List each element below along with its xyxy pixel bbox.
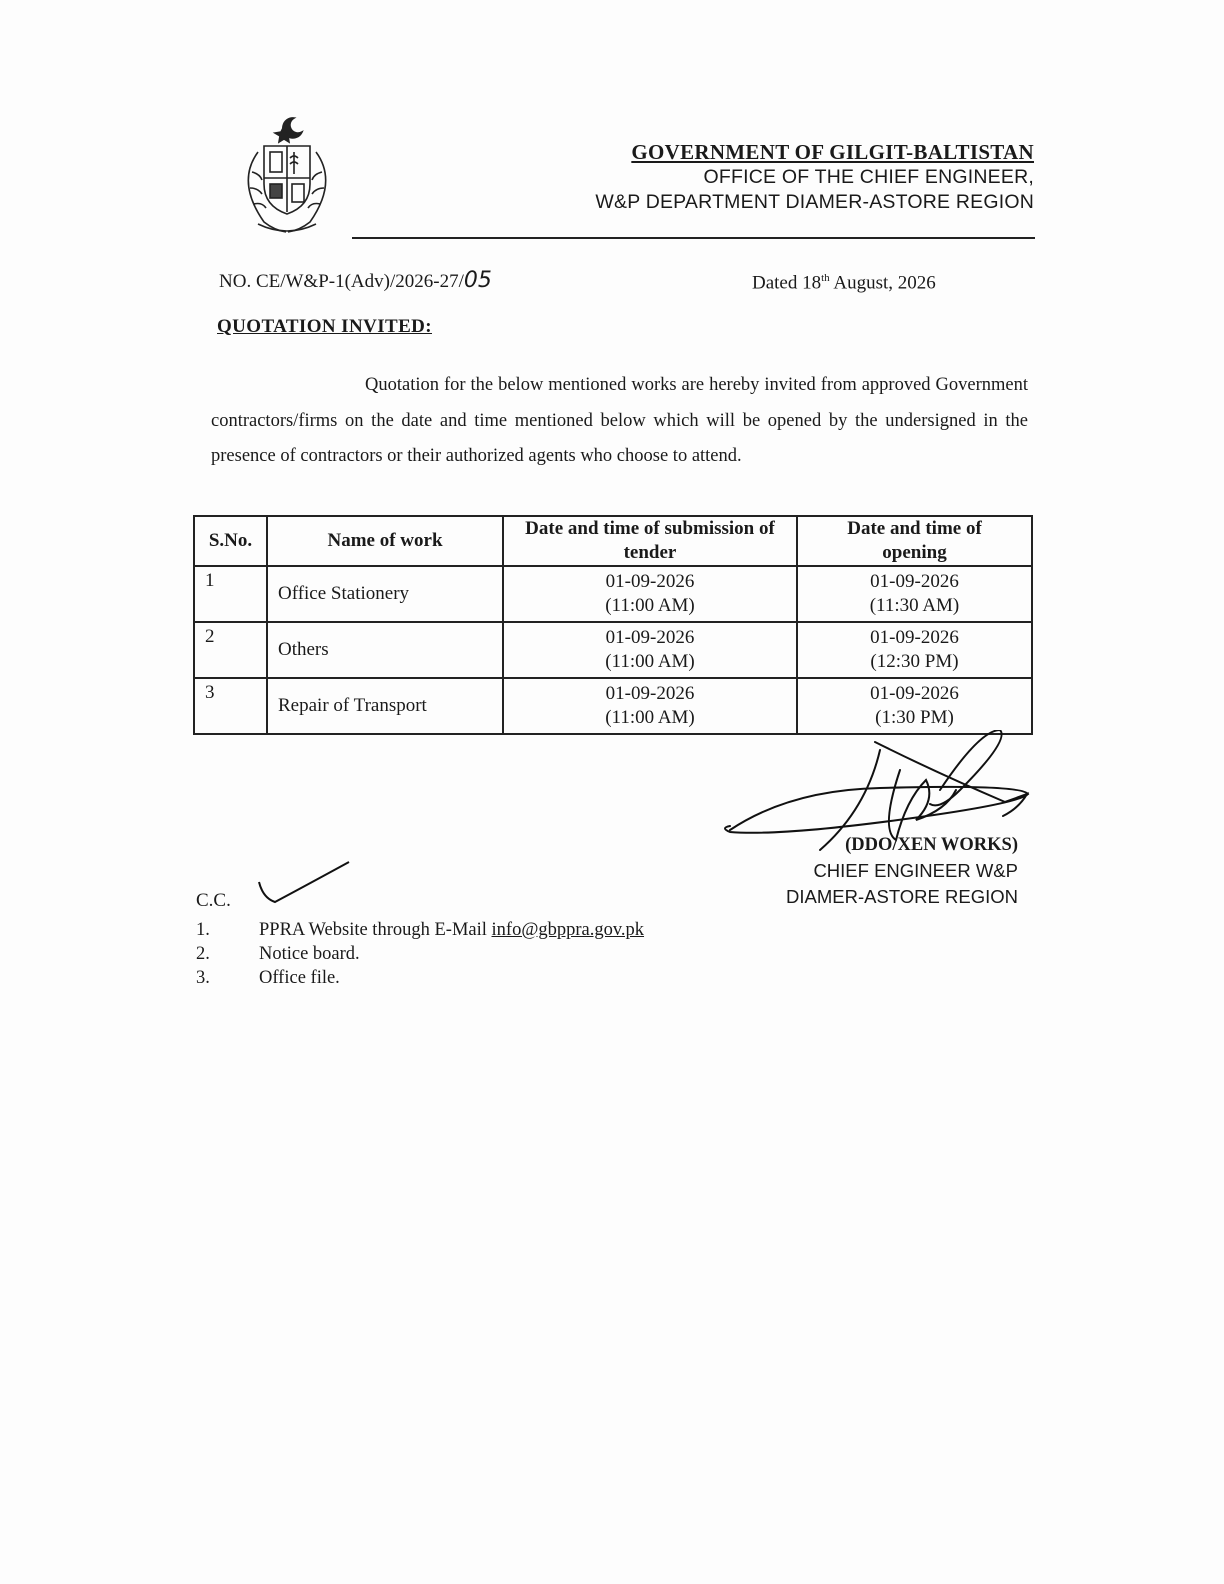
tender-table — [193, 515, 1033, 735]
cell-work: Repair of Transport — [267, 678, 503, 734]
cell-submission — [503, 678, 797, 734]
table-row — [194, 678, 1032, 734]
list-item — [196, 966, 644, 990]
opening-time: (11:30 AM) — [869, 595, 960, 616]
opening-date: 01-09-2026 — [870, 683, 959, 704]
cell-submission — [503, 566, 797, 622]
list-item — [196, 942, 644, 966]
submission-time: (11:00 AM) — [605, 651, 695, 672]
submission-date: 01-09-2026 — [605, 571, 695, 592]
submission-time: (11:00 AM) — [605, 595, 695, 616]
government-emblem-icon — [228, 112, 346, 240]
cc-item-text — [259, 918, 644, 942]
signatory-block — [752, 832, 1018, 910]
letterhead-government: GOVERNMENT OF GILGIT-BALTISTAN — [631, 140, 1034, 164]
cell-opening — [797, 622, 1032, 678]
header-sno: S.No. — [194, 516, 267, 566]
letter-date-suffix: August, 2026 — [829, 272, 936, 294]
cc-item-text: Office file. — [259, 968, 340, 988]
reference-number-text: NO. CE/W&P-1(Adv)/2026-27/ — [219, 271, 464, 292]
opening-time: (1:30 PM) — [875, 707, 954, 728]
cc-item-number: 1. — [196, 920, 210, 940]
cc-item-label: PPRA Website through E-Mail — [259, 920, 492, 940]
signatory-region: DIAMER-ASTORE REGION — [786, 886, 1018, 907]
cc-label: C.C. — [196, 890, 231, 911]
letter-date-prefix: Dated 18 — [752, 272, 822, 294]
cell-sno: 2 — [194, 622, 267, 678]
signatory-office: CHIEF ENGINEER W&P — [813, 860, 1018, 881]
letterhead-divider — [352, 237, 1035, 239]
table-header-row — [194, 516, 1032, 566]
letterhead — [595, 140, 1034, 215]
email-link[interactable]: info@gbppra.gov.pk — [491, 920, 645, 940]
letter-date — [752, 272, 936, 294]
cell-work: Office Stationery — [267, 566, 503, 622]
table-row — [194, 622, 1032, 678]
cc-item-number: 2. — [196, 944, 210, 964]
submission-time: (11:00 AM) — [605, 707, 695, 728]
letterhead-office: OFFICE OF THE CHIEF ENGINEER, — [703, 166, 1034, 188]
cell-opening — [797, 566, 1032, 622]
body-paragraph: Quotation for the below mentioned works are hereby invited from approved Government contractors/firms on the date and time mentioned below which will be opened by the undersigned in the presence of contractors or their authorized agents who choose to attend. — [211, 375, 1028, 466]
subject-heading: QUOTATION INVITED: — [217, 316, 432, 337]
cell-work: Others — [267, 622, 503, 678]
reference-number — [219, 268, 492, 293]
cc-list — [196, 918, 644, 990]
checkmark-icon — [255, 858, 355, 918]
opening-date: 01-09-2026 — [870, 627, 959, 648]
cell-sno: 1 — [194, 566, 267, 622]
submission-date: 01-09-2026 — [605, 683, 695, 704]
header-opening: Date and time of opening — [797, 516, 1032, 566]
cell-sno: 3 — [194, 678, 267, 734]
signatory-title: (DDO/XEN WORKS) — [845, 835, 1018, 855]
list-item — [196, 918, 644, 942]
cell-opening — [797, 678, 1032, 734]
letterhead-department: W&P DEPARTMENT DIAMER-ASTORE REGION — [595, 191, 1034, 213]
reference-handwritten-suffix: 05 — [463, 268, 492, 293]
submission-date: 01-09-2026 — [605, 627, 695, 648]
cell-submission — [503, 622, 797, 678]
cc-item-number: 3. — [196, 968, 210, 988]
header-work: Name of work — [267, 516, 503, 566]
opening-time: (12:30 PM) — [870, 651, 959, 672]
cc-item-text: Notice board. — [259, 944, 360, 964]
letter-date-sup: th — [821, 272, 830, 284]
opening-date: 01-09-2026 — [870, 571, 959, 592]
table-row — [194, 566, 1032, 622]
header-submission: Date and time of submission of tender — [503, 516, 797, 566]
